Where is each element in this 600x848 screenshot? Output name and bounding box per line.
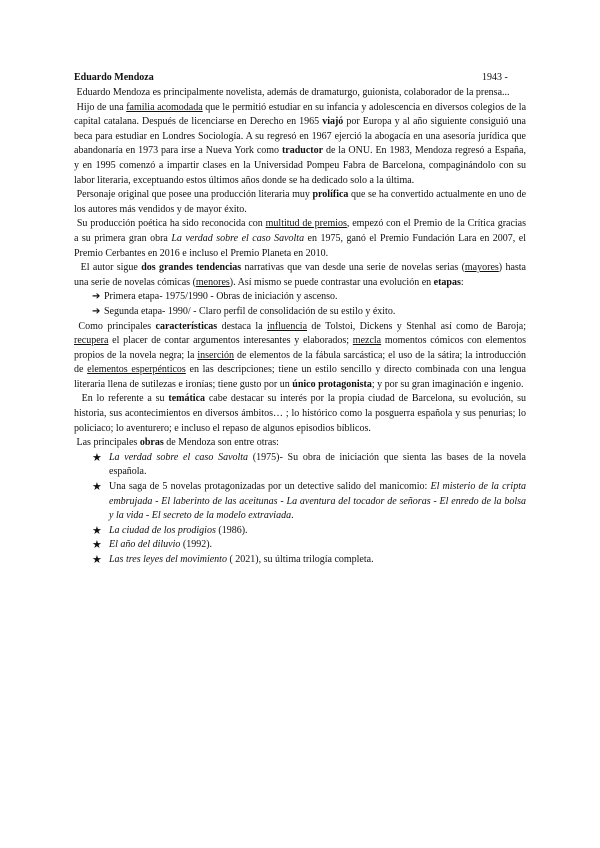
work-item bbox=[92, 480, 526, 524]
author-years: 1943 - bbox=[482, 72, 508, 83]
works-intro-paragraph bbox=[74, 436, 526, 451]
work-description: Una saga de 5 novelas protagonizadas por un detective salido del manicomio: bbox=[109, 481, 431, 493]
bio-text: por Europa y al año siguiente consiguió una beca para estudiar en Londres Sociología. A su regresó en 1967 ejerció la abogacía en una asesoría jurídica que abandonaría en 1973 para irse a Nueva York como bbox=[74, 116, 526, 157]
awards-text: , empezó con el Premio de la Crítica gracias a su primera gran obra bbox=[74, 218, 527, 244]
stages-list bbox=[74, 290, 526, 319]
char-bold-term: características bbox=[155, 320, 218, 332]
work-description: (1975)- Su obra de iniciación que sienta las bases de la novela española. bbox=[109, 451, 526, 478]
work-title: El misterio de la cripta embrujada - El laberinto de las aceitunas - La aventura del tocador de señoras - El enredo de la bolsa y la vida - El secreto de la modelo extraviada bbox=[109, 481, 526, 522]
bio-underlined-term: familia acomodada bbox=[126, 101, 203, 113]
work-item bbox=[92, 524, 526, 539]
personality-text: Personaje original que posee una producción literaria muy bbox=[76, 189, 313, 201]
personality-text: que se ha convertido actualmente en uno de los autores más vendidos y de mayor éxito. bbox=[74, 189, 527, 215]
document-header bbox=[74, 71, 526, 86]
works-intro-bold-term: obras bbox=[139, 437, 164, 449]
tendencies-text: El autor sigue bbox=[80, 262, 142, 274]
char-text: de Tolstoi, Dickens y Stenhal así como de Baroja; bbox=[307, 320, 527, 332]
char-underlined-term: elementos esperpénticos bbox=[87, 364, 186, 376]
char-text: en las descripciones; tiene un estilo sencillo y directo combinada con una lengua literaria llena de sutilezas e ironías; tiene gusto por un bbox=[74, 364, 526, 390]
tendencies-text: ) hasta una serie de novelas cómicas ( bbox=[74, 262, 526, 288]
stage-item: ➔ Segunda etapa- 1990/ - Claro perfil de consolidación de su estilo y éxito. bbox=[92, 305, 526, 320]
char-text: de elementos de la fábula sarcástica; el uso de la sátira; la introducción de bbox=[74, 349, 526, 376]
char-underlined-term: inserción bbox=[197, 349, 235, 361]
intro-paragraph bbox=[74, 86, 526, 101]
awards-underlined-term: multitud de premios bbox=[265, 218, 347, 230]
bio-text: Hijo de una bbox=[76, 101, 127, 113]
awards-text: en 1975, ganó el Premio Fundación Lara en 2007, el Premio Cerbantes en 2016 e incluso el Premio Planeta en 2010. bbox=[74, 232, 526, 259]
document-page bbox=[74, 71, 526, 568]
work-title: El año del diluvio bbox=[109, 539, 181, 551]
bio-text: que le permitió estudiar en su infancia y adolescencia en diversos colegios de la capital catalana. Después de licenciarse en Derecho en 1965 bbox=[74, 101, 527, 128]
author-name: Eduardo Mendoza bbox=[74, 72, 154, 83]
bio-text: de la ONU. En 1983, Mendoza regresó a España, y en 1995 comenzó a impartir clases en la Universidad Pompeu Fabra de Barcelona, compaginándolo con su labor literaria, exceptuando estos últimos años donde se ha dedicado solo a la última. bbox=[74, 145, 526, 186]
char-text: ; y por su gran imaginación e ingenio. bbox=[371, 378, 524, 390]
char-underlined-term: influencia bbox=[267, 320, 308, 332]
tendencies-underlined-term: mayores bbox=[464, 262, 499, 274]
works-list bbox=[74, 451, 526, 568]
bio-bold-term: traductor bbox=[281, 145, 324, 157]
themes-bold-term: temática bbox=[168, 393, 206, 405]
work-description: ( 2021), su última trilogía completa. bbox=[226, 554, 374, 565]
themes-text: En lo referente a su bbox=[81, 393, 169, 405]
stage-item: ➔ Primera etapa- 1975/1990 - Obras de iniciación y ascenso. bbox=[92, 290, 526, 305]
tendencies-paragraph bbox=[74, 261, 526, 290]
char-text: destaca la bbox=[217, 320, 268, 332]
works-intro-text: de Mendoza son entre otras: bbox=[163, 437, 279, 449]
awards-work-title: La verdad sobre el caso Savolta bbox=[171, 232, 305, 244]
works-intro-text: Las principales bbox=[76, 437, 140, 449]
intro-text: Eduardo Mendoza es principalmente novelista, además de dramaturgo, guionista, colaborador de la prensa... bbox=[76, 87, 510, 98]
themes-text: cabe destacar su interés por la propia ciudad de Barcelona, su evolución, su historia, sus acontecimientos en diversos ámbitos… ; lo histórico como la posguerra española y sus penurias; lo policiaco; lo aventurero; e incluso el repaso de algunos episodios bíblicos. bbox=[74, 393, 526, 434]
work-description: (1992). bbox=[180, 539, 213, 551]
tendencies-bold-term: dos grandes tendencias bbox=[141, 262, 242, 274]
char-text: el placer de contar argumentos interesantes y elaborados; bbox=[108, 335, 353, 347]
work-title: Las tres leyes del movimiento bbox=[109, 554, 227, 565]
personality-bold-term: prolífica bbox=[312, 189, 349, 201]
work-item bbox=[92, 553, 526, 568]
awards-text: Su producción poética ha sido reconocida con bbox=[76, 218, 266, 230]
work-title: La ciudad de los prodigios bbox=[109, 524, 216, 536]
biography-paragraph bbox=[74, 101, 526, 189]
tendencies-underlined-term: menores bbox=[195, 276, 230, 288]
tendencies-text: : bbox=[460, 276, 464, 288]
work-item bbox=[92, 451, 526, 480]
personality-paragraph bbox=[74, 188, 526, 217]
work-item bbox=[92, 538, 526, 553]
char-underlined-term: mezcla bbox=[352, 335, 382, 347]
tendencies-text: ). Así mismo se puede contrastar una evolución en bbox=[229, 276, 434, 288]
themes-paragraph bbox=[74, 392, 526, 436]
char-underlined-term: recupera bbox=[74, 335, 109, 347]
char-bold-term: único protagonista bbox=[292, 378, 372, 390]
characteristics-paragraph bbox=[74, 320, 526, 393]
char-text: momentos cómicos con elementos propios de la novela negra; la bbox=[74, 335, 526, 361]
tendencies-text: narrativas que van desde una serie de novelas serias ( bbox=[241, 262, 465, 274]
awards-paragraph bbox=[74, 217, 526, 261]
char-text: Como principales bbox=[78, 320, 156, 332]
work-description: (1986). bbox=[215, 524, 248, 536]
work-description: . bbox=[291, 510, 294, 522]
tendencies-bold-term: etapas bbox=[433, 276, 461, 288]
work-title: La verdad sobre el caso Savolta bbox=[109, 451, 249, 463]
bio-bold-term: viajó bbox=[322, 116, 344, 128]
